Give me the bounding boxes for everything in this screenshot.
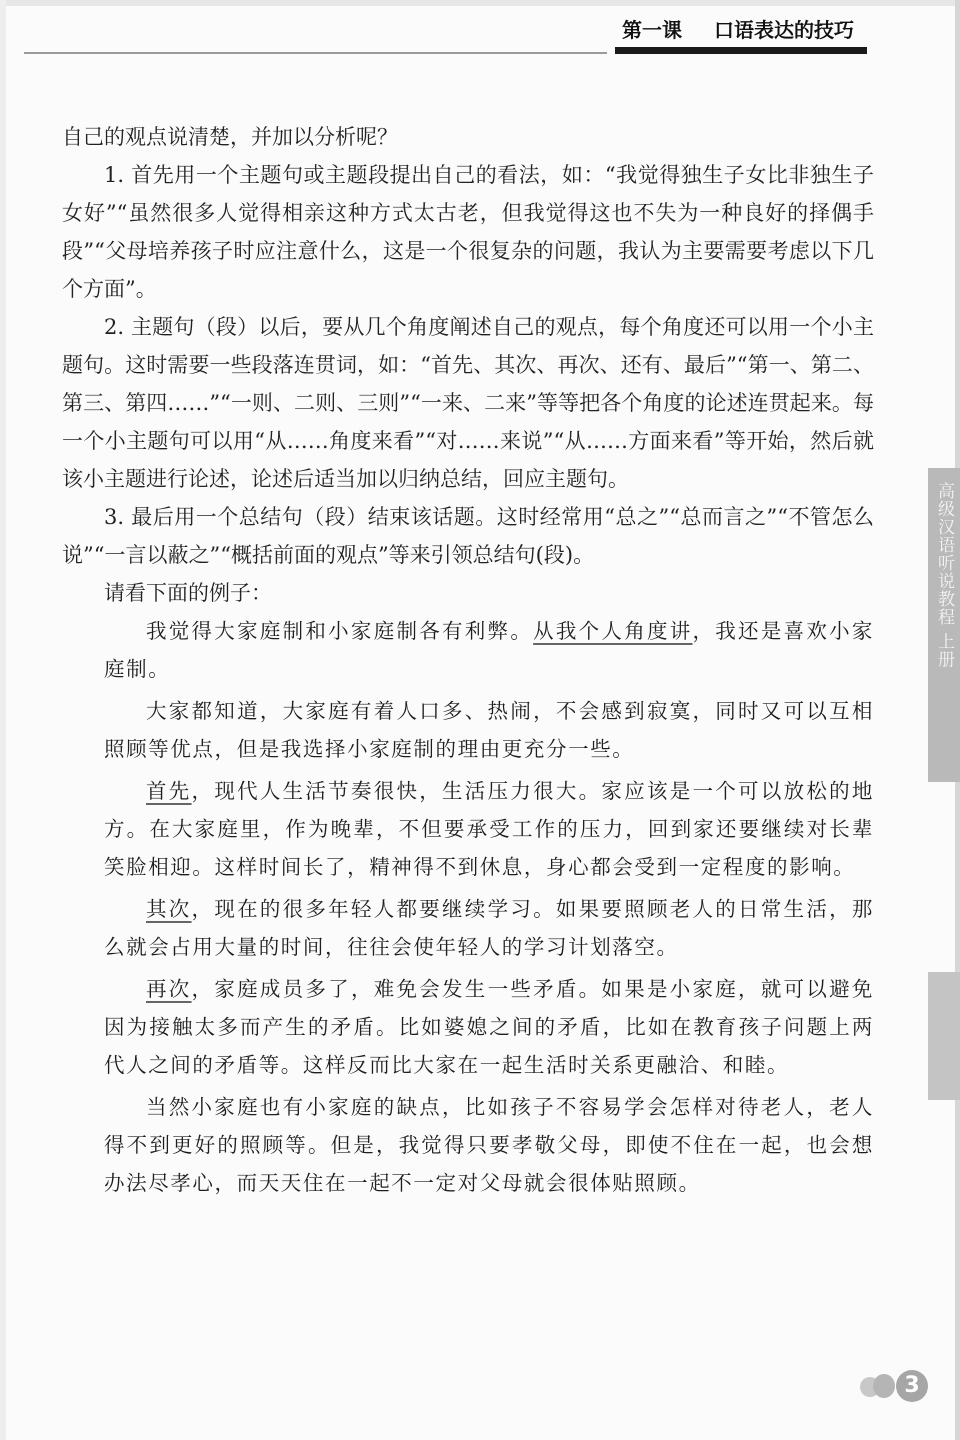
intro-line: 自己的观点说清楚，并加以分析呢？ [62, 125, 398, 149]
side-tab-lower [928, 972, 960, 1100]
underlined-phrase: 从我个人角度讲 [533, 619, 693, 643]
side-tab-book-title [928, 468, 960, 782]
example-paragraph-3 [104, 772, 874, 886]
example-p3-text: ，现代人生活节奏很快，生活压力很大。家应该是一个可以放松的地方。在大家庭里，作为晚辈，不但要承受工作的压力，回到家还要继续对长辈笑脸相迎。这样时间长了，精神得不到休息，身心都会受到一定程度的影响。 [104, 779, 874, 879]
point-3: 3. 最后用一个总结句（段）结束该话题。这时经常用“总之”“总而言之”“不管怎么说”“一言以蔽之”“概括前面的观点”等来引领总结句(段)。 [62, 505, 874, 567]
example-p1-text: 我觉得大家庭制和小家庭制各有利弊。 [146, 619, 534, 643]
example-paragraph-1 [104, 612, 874, 688]
page-number: 3 [904, 1373, 920, 1398]
underlined-connector-second: 其次 [146, 897, 192, 921]
side-tab-label: 高级汉语听说教程 上册 [934, 482, 954, 669]
point-2: 2. 主题句（段）以后，要从几个角度阐述自己的观点，每个角度还可以用一个小主题句。这时需要一些段落连贯词，如：“首先、其次、再次、还有、最后”“第一、第二、第三、第四……”“一则、二则、三则”“一来、二来”等等把各个角度的论述连贯起来。每一个小主题句可以用“从……角度来看”“对……来说”“从……方面来看”等开始，然后就该小主题进行论述，论述后适当加以归纳总结，回应主题句。 [62, 315, 874, 491]
running-header [622, 14, 854, 43]
example-essay [104, 612, 874, 1202]
header-rule [24, 52, 607, 54]
point-1: 1. 首先用一个主题句或主题段提出自己的看法，如：“我觉得独生子女比非独生子女好”“虽然很多人觉得相亲这种方式太古老，但我觉得这也不失为一种良好的择偶手段”“父母培养孩子时应注意什么，这是一个很复杂的问题，我认为主要需要考虑以下几个方面”。 [62, 163, 874, 301]
lesson-label: 第一课 [622, 18, 682, 42]
example-intro: 请看下面的例子： [104, 581, 272, 605]
underlined-connector-third: 再次 [146, 977, 192, 1001]
header-bar [615, 47, 867, 54]
example-p5-text: ，家庭成员多了，难免会发生一些矛盾。如果是小家庭，就可以避免因为接触太多而产生的矛盾。比如婆媳之间的矛盾，比如在教育孩子问题上两代人之间的矛盾等。这样反而比大家在一起生活时关系更融洽、和睦。 [104, 977, 874, 1077]
scan-left-edge [0, 0, 6, 1440]
example-p4-text: ，现在的很多年轻人都要继续学习。如果要照顾老人的日常生活，那么就会占用大量的时间，往往会使年轻人的学习计划落空。 [104, 897, 874, 959]
example-paragraph-2: 大家都知道，大家庭有着人口多、热闹，不会感到寂寞，同时又可以互相照顾等优点，但是我选择小家庭制的理由更充分一些。 [104, 699, 874, 761]
underlined-connector-first: 首先 [146, 779, 192, 803]
example-paragraph-4 [104, 890, 874, 966]
page-body [62, 118, 874, 1206]
example-paragraph-5 [104, 970, 874, 1084]
example-paragraph-6: 当然小家庭也有小家庭的缺点，比如孩子不容易学会怎样对待老人，老人得不到更好的照顾等。但是，我觉得只要孝敬父母，即使不住在一起，也会想办法尽孝心，而天天住在一起不一定对父母就会很体贴照顾。 [104, 1095, 874, 1195]
example-p1-end: ，我还是喜欢小家庭制。 [104, 619, 875, 681]
lesson-title: 口语表达的技巧 [714, 18, 854, 42]
scan-top-edge [0, 0, 960, 6]
